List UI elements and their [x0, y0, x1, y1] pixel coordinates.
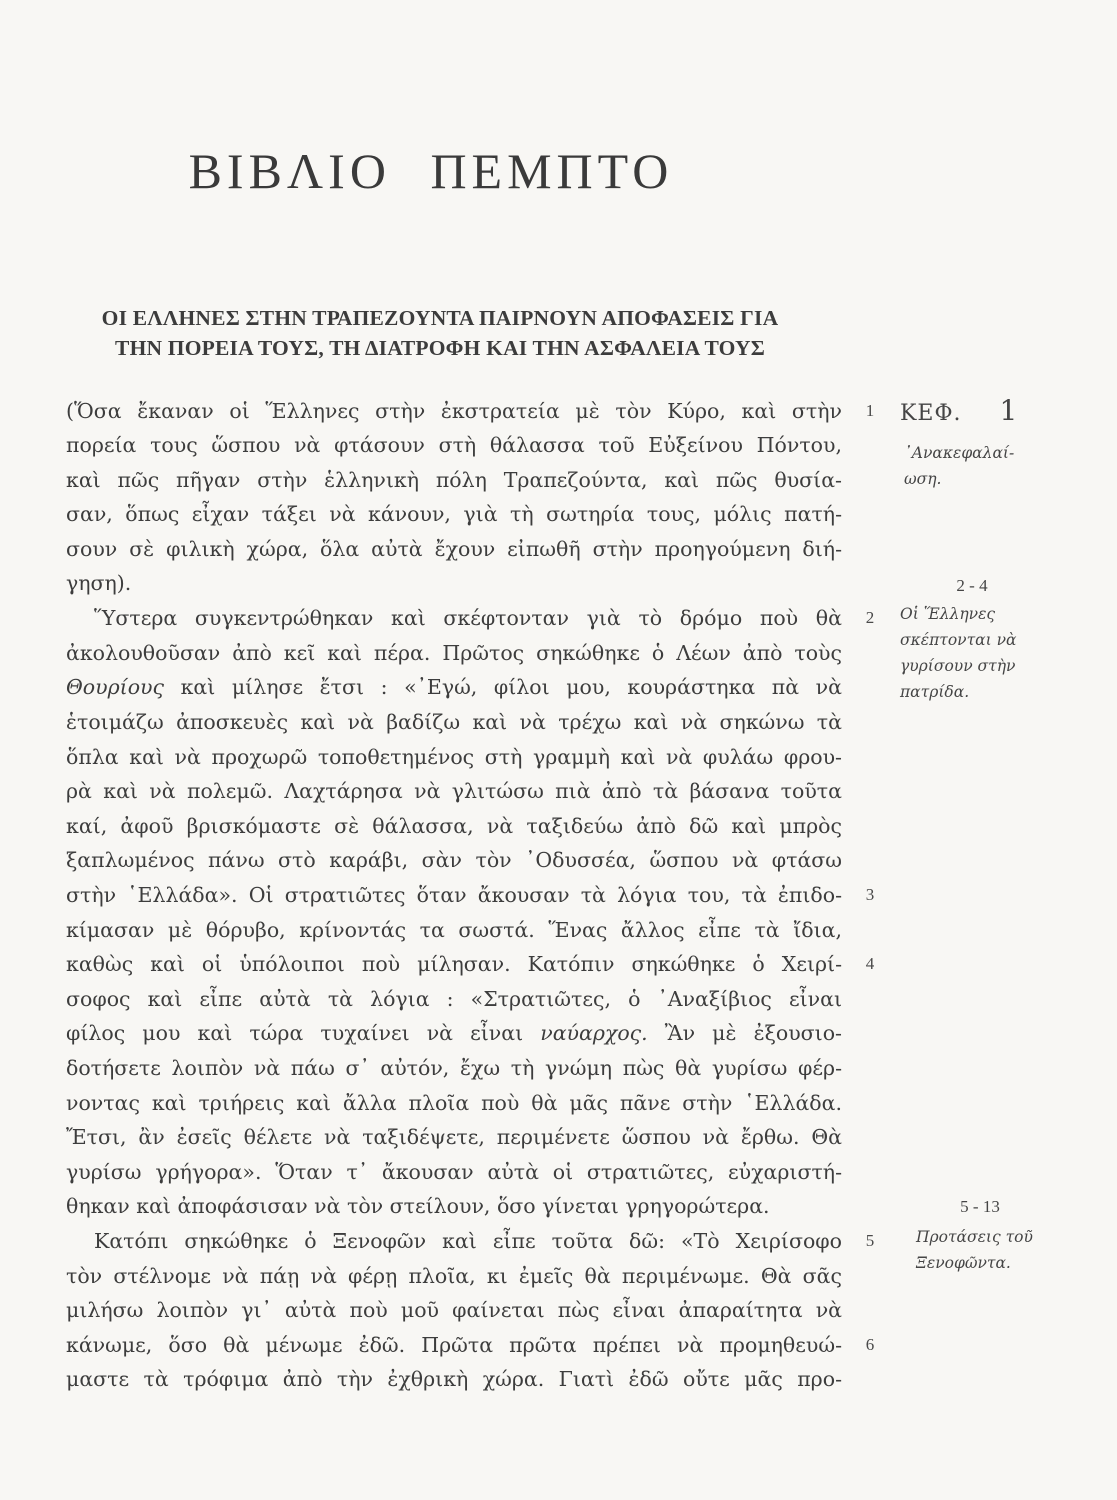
subtitle-line-2: ΤΗΝ ΠΟΡΕΙΑ ΤΟΥΣ, ΤΗ ΔΙΑΤΡΟΦΗ ΚΑΙ ΤΗΝ ΑΣΦΑΛΕΙΑ ΤΟΥΣ: [115, 336, 765, 360]
text-line: τὸν στέλνομε νὰ πάῃ νὰ φέρῃ πλοῖα, κι ἐμεῖς θὰ περιμένωμε. Θὰ σᾶς: [66, 1264, 842, 1288]
page-title: ΒΙΒΛΙΟ ΠΕΜΠΤΟ: [188, 143, 674, 199]
text-line-end: Ἂν μὲ ἐξουσιο-: [664, 1021, 842, 1045]
text-line: καὶ πῶς πῆγαν στὴν ἑλληνικὴ πόλη Τραπεζούντα, καὶ πῶς θυσία-: [66, 468, 842, 492]
chapter-number: 1: [999, 394, 1019, 427]
text-line: μιλήσω λοιπὸν γι᾿ αὐτὰ ποὺ μοῦ φαίνεται πὼς εἶναι ἀπαραίτητα νὰ: [66, 1298, 842, 1322]
margin-note-2-line-2: σκέπτονται νὰ: [900, 631, 1017, 649]
text-line: σουν σὲ φιλικὴ χώρα, ὅλα αὐτὰ ἔχουν εἰπωθῆ στὴν προηγούμενη διή-: [66, 537, 842, 561]
margin-note-3-line-1: Προτάσεις τοῦ: [916, 1228, 1033, 1246]
text-line: ἀκολουθοῦσαν ἀπὸ κεῖ καὶ πέρα. Πρῶτος σηκώθηκε ὁ Λέων ἀπὸ τοὺς: [66, 641, 842, 665]
section-number: 4: [865, 954, 875, 973]
text-line: καθὼς καὶ οἱ ὑπόλοιποι ποὺ μίλησαν. Κατόπιν σηκώθηκε ὁ Χειρί-: [66, 952, 842, 976]
margin-note-2-line-1: Οἱ Ἕλληνες: [900, 605, 996, 623]
chapter-label: [900, 394, 1060, 427]
text-line: γυρίσω γρήγορα». Ὅταν τ᾿ ἄκουσαν αὐτὰ οἱ στρατιῶτες, εὐχαριστή-: [66, 1160, 842, 1184]
text-line-rest: καὶ μίλησε ἔτσι : «᾿Εγώ, φίλοι μου, κουράστηκα πὰ νὰ: [180, 675, 842, 699]
margin-note-1-line-2: ωση.: [904, 470, 942, 488]
text-line-with-italic: [66, 670, 842, 704]
text-line-with-italic: [66, 1016, 842, 1050]
italic-word-thourioi: Θουρίους: [66, 675, 164, 699]
text-line: δοτήσετε λοιπὸν νὰ πάω σ᾿ αὐτόν, ἔχω τὴ γνώμη πὼς θὰ γυρίσω φέρ-: [66, 1056, 842, 1080]
text-line: στὴν ῾Ελλάδα». Οἱ στρατιῶτες ὅταν ἄκουσαν τὰ λόγια του, τὰ ἐπιδο-: [66, 883, 842, 907]
text-line: ξαπλωμένος πάνω στὸ καράβι, σὰν τὸν ᾿Οδυσσέα, ὥσπου νὰ φτάσω: [66, 848, 842, 872]
section-number: 2: [865, 608, 875, 627]
text-line: σαν, ὅπως εἶχαν τάξει νὰ κάνουν, γιὰ τὴ σωτηρία τους, μόλις πατή-: [66, 502, 842, 526]
text-line-start: φίλος μου καὶ τώρα τυχαίνει νὰ εἶναι: [66, 1021, 524, 1045]
margin-note-2-line-4: πατρίδα.: [900, 683, 970, 701]
margin-range-2-4: 2 - 4: [956, 576, 988, 595]
text-line: μαστε τὰ τρόφιμα ἀπὸ τὴν ἐχθρικὴ χώρα. Γιατὶ ἐδῶ οὔτε μᾶς προ-: [66, 1367, 842, 1391]
text-line: καί, ἀφοῦ βρισκόμαστε σὲ θάλασσα, νὰ ταξιδεύω ἀπὸ δῶ καὶ μπρὸς: [66, 814, 842, 838]
margin-note-2-line-3: γυρίσουν στὴν: [900, 657, 1016, 675]
text-line: πορεία τους ὥσπου νὰ φτάσουν στὴ θάλασσα τοῦ Εὐξείνου Πόντου,: [66, 433, 842, 457]
text-line: θηκαν καὶ ἀποφάσισαν νὰ τὸν στείλουν, ὅσο γίνεται γρηγορώτερα.: [66, 1194, 770, 1218]
section-number: 3: [865, 885, 875, 904]
text-line: Κατόπι σηκώθηκε ὁ Ξενοφῶν καὶ εἶπε τοῦτα δῶ: «Τὸ Χειρίσοφο: [94, 1229, 842, 1253]
text-line: ὅπλα καὶ νὰ προχωρῶ τοποθετημένος στὴ γραμμὴ καὶ νὰ φυλάω φρου-: [66, 745, 842, 769]
text-line: κίμασαν μὲ θόρυβο, κρίνοντάς τα σωστά. Ἕνας ἄλλος εἶπε τὰ ἴδια,: [66, 918, 842, 942]
text-line: ρὰ καὶ νὰ πολεμῶ. Λαχτάρησα νὰ γλιτώσω πιὰ ἀπὸ τὰ βάσανα τοῦτα: [66, 779, 842, 803]
text-line: σοφος καὶ εἶπε αὐτὰ τὰ λόγια : «Στρατιῶτες, ὁ ᾿Αναξίβιος εἶναι: [66, 987, 842, 1011]
text-line: ἑτοιμάζω ἀποσκευὲς καὶ νὰ βαδίζω καὶ νὰ τρέχω καὶ νὰ σηκώνω τὰ: [66, 710, 842, 734]
text-line: γηση).: [66, 571, 132, 595]
margin-range-5-13: 5 - 13: [960, 1197, 1000, 1216]
text-line: (Ὅσα ἔκαναν οἱ Ἕλληνες στὴν ἐκστρατεία μὲ τὸν Κύρο, καὶ στὴν: [66, 399, 842, 423]
section-number: 1: [865, 401, 875, 420]
chapter-label-text: ΚΕΦ.: [900, 401, 962, 426]
text-line: κάνωμε, ὅσο θὰ μένωμε ἐδῶ. Πρῶτα πρῶτα πρέπει νὰ προμηθευώ-: [66, 1333, 842, 1357]
margin-note-3-line-2: Ξενοφῶντα.: [916, 1254, 1011, 1272]
text-line: Ἔτσι, ἂν ἐσεῖς θέλετε νὰ ταξιδέψετε, περιμένετε ὥσπου νὰ ἔρθω. Θὰ: [66, 1125, 842, 1149]
text-line: νοντας καὶ τριήρεις καὶ ἄλλα πλοῖα ποὺ θὰ μᾶς πᾶνε στὴν ῾Ελλάδα.: [66, 1091, 842, 1115]
subtitle-line-1: ΟΙ ΕΛΛΗΝΕΣ ΣΤΗΝ ΤΡΑΠΕΖΟΥΝΤΑ ΠΑΙΡΝΟΥΝ ΑΠΟΦΑΣΕΙΣ ΓΙΑ: [101, 306, 779, 330]
margin-note-1-line-1: ᾿Ανακεφαλαί-: [904, 444, 1015, 462]
text-line: Ὕστερα συγκεντρώθηκαν καὶ σκέφτονταν γιὰ τὸ δρόμο ποὺ θὰ: [94, 606, 842, 630]
section-number: 6: [865, 1335, 875, 1354]
section-number: 5: [865, 1231, 875, 1250]
italic-word-navarchos: ναύαρχος.: [540, 1021, 648, 1045]
